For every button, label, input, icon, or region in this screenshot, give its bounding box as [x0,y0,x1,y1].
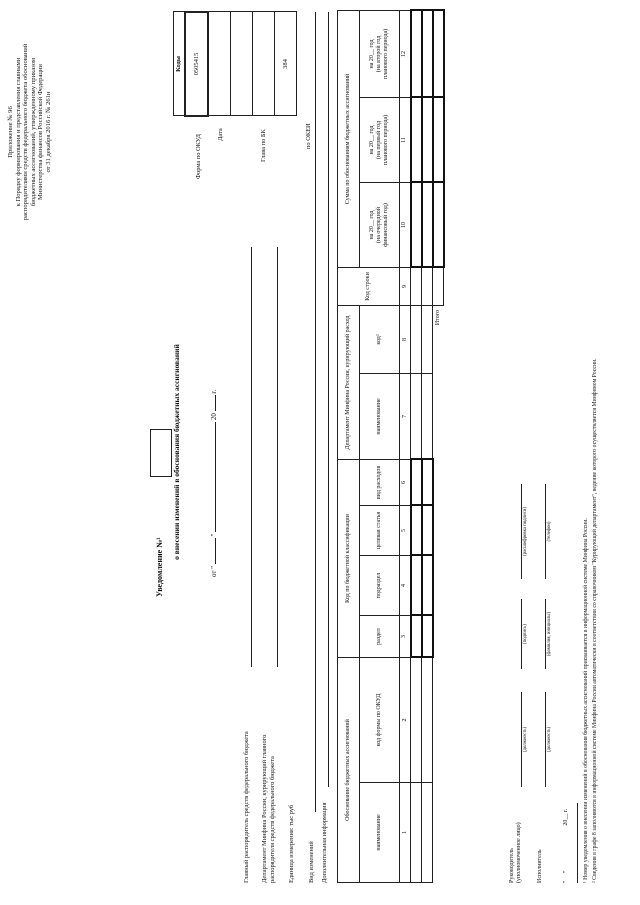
header-dept: Департамент Минфина России, курирующий расход [338,305,360,459]
appendix-block [7,7,52,257]
date-label: Дата [217,128,224,141]
change-type-label: Вид изменений [308,841,315,883]
col-number: 3 [400,616,411,658]
footnote-2: ² Сведения в графе 8 заполняются в информационной системе Минфина России автоматически в соответствии со справочником "Курирующий департамент", ведение которого осуществляется Минфином России. [592,358,598,883]
col-number: 6 [400,460,411,506]
table-cell[interactable] [422,506,433,556]
document-date-line [210,390,218,577]
table-cell[interactable] [411,460,422,506]
table-cell[interactable] [411,182,422,267]
total-label: Итого [435,309,442,326]
header-sums: Сумма по обоснованиям бюджетных ассигнований [338,10,360,267]
table-cell[interactable] [422,783,433,883]
col-number: 11 [400,97,411,182]
caption-position: (должность) [547,726,552,753]
appendix-line: бюджетных ассигнований, утвержденному приказом [29,57,37,207]
head-decoding-field[interactable] [521,484,522,579]
executor-label: Исполнитель [537,849,543,883]
date-g-label: г. [210,389,218,394]
col-number: 8 [400,305,411,373]
table-cell[interactable] [422,658,433,783]
table-cell[interactable] [422,305,433,373]
col-number: 5 [400,506,411,556]
caption-signature: (подпись) [523,624,528,644]
blank-code-cell[interactable] [253,12,275,116]
total-cell[interactable] [433,97,444,182]
table-cell[interactable] [411,10,422,97]
col-expense-type: вид расходов [360,460,400,506]
document-subtitle: о внесении изменений в обоснования бюджетных ассигнований [172,344,181,560]
notice-number-field[interactable] [150,429,172,477]
gr-label: Главный распорядитель средств федерального бюджета [243,731,250,883]
col-number: 2 [400,658,411,783]
table-cell[interactable] [411,374,422,460]
dept-field[interactable] [277,247,278,667]
exec-position-field[interactable] [545,692,546,787]
col-podrazdel: подраздел [360,556,400,616]
table-cell[interactable] [411,658,422,783]
okei-code-cell: 384 [275,12,297,116]
appendix-line: Министерства финансов Российской Федерации [37,64,45,200]
year-2-line: планового периода) [382,114,389,166]
head-position-field[interactable] [521,692,522,787]
col-year-2 [360,97,400,182]
table-cell[interactable] [411,616,422,658]
date-day-field[interactable] [215,538,216,564]
col-dept-name: наименование [360,374,400,460]
date-year-field[interactable] [215,395,216,411]
col-form-okud: код формы по ОКУД [360,658,400,783]
table-cell[interactable] [411,267,422,305]
table-cell[interactable] [411,506,422,556]
table-cell[interactable] [422,10,433,97]
col-dept-code: код² [360,305,400,373]
caption-decoding: (расшифровка подписи) [523,507,528,556]
col-number: 9 [400,267,411,305]
year-1-line: (на очередной [376,207,383,243]
footnote-divider [577,803,578,883]
date-quote: " [210,533,218,537]
col-number: 10 [400,182,411,267]
okei-label: по ОКЕИ [305,123,312,149]
header-line-code: Код строки [338,267,400,305]
form-sheet [5,7,635,897]
col-name: наименование [360,783,400,883]
col-razdel: раздел [360,616,400,658]
okud-code-cell: 0505415 [185,12,208,116]
total-cell[interactable] [433,182,444,267]
year-1-line: финансовый год) [382,203,389,247]
additional-info-field[interactable] [328,12,329,787]
table-cell[interactable] [422,374,433,460]
year-3-line: (на второй год [376,35,383,73]
total-cell[interactable] [433,10,444,97]
table-cell[interactable] [422,267,433,305]
gr-field[interactable] [251,247,252,667]
codes-header: Коды [174,12,186,116]
okud-label: Форма по ОКУД [195,134,202,179]
unit-label: Единица измерения: тыс руб [288,804,295,883]
codes-table [173,11,297,117]
head-signature-field[interactable] [521,599,522,669]
column-numbers-row [400,10,411,882]
caption-fio: (фамилия, инициалы) [547,611,552,657]
signature-date-line: " " 20__ г. [563,808,569,883]
date-year-label: 20 [210,413,218,421]
col-target-article: целевая статья [360,506,400,556]
appendix-line: от 31 декабря 2016 г. № 261н [44,91,52,173]
appendix-line: к Порядку формирования и представления главными [14,57,22,207]
table-cell[interactable] [411,305,422,373]
col-number: 7 [400,374,411,460]
dept-label-2: распорядителя средств федерального бюджета [269,756,276,883]
total-row [433,10,444,882]
table-row [411,10,422,882]
date-from-label: от " [210,565,218,577]
additional-info-label: Дополнительная информация [321,802,328,883]
appendix-line: Приложение № 96 [7,106,14,158]
year-2-line: (на первый год [376,120,383,159]
table-cell[interactable] [422,616,433,658]
header-kbk: Код по бюджетной классификации [338,460,360,658]
total-line-code[interactable] [433,267,444,305]
main-table [337,9,445,883]
footnote-1: ¹ Номер уведомления о внесении изменений в обоснования бюджетных ассигнований присваивается в информационной системе Минфина России. [583,518,589,883]
date-code-cell[interactable] [208,12,231,116]
appendix-line: распорядителями средств федерального бюджета обоснований [22,43,30,221]
table-cell[interactable] [411,556,422,616]
table-cell[interactable] [422,556,433,616]
bk-code-cell[interactable] [231,12,253,116]
col-number: 1 [400,783,411,883]
col-year-1 [360,182,400,267]
col-year-3 [360,10,400,97]
exec-phone-field[interactable] [545,484,546,579]
date-month-field[interactable] [215,422,216,532]
document-title: Уведомление №¹ [155,537,164,597]
change-type-field[interactable] [315,12,316,812]
caption-position: (должность) [523,726,528,753]
dept-label-1: Департамент Минфина России, курирующий главного [261,734,268,883]
col-number: 12 [400,10,411,97]
header-obas: Обоснование бюджетных ассигнований [338,658,360,883]
table-row [422,10,433,882]
year-1-line: на 20__ год [369,210,376,240]
table-cell[interactable] [411,97,422,182]
table-cell[interactable] [422,182,433,267]
head-label: Руководитель [509,848,515,883]
table-cell[interactable] [411,783,422,883]
year-2-line: на 20__ год [369,125,376,155]
exec-fio-field[interactable] [545,599,546,669]
year-3-line: планового периода) [382,28,389,80]
col-number: 4 [400,556,411,616]
bk-label: Глава по БК [260,129,267,162]
table-cell[interactable] [422,460,433,506]
table-cell[interactable] [422,97,433,182]
caption-phone: (телефон) [547,521,552,542]
head-label-2: (уполномоченное лицо) [516,822,522,883]
year-3-line: на 20__ год [369,39,376,69]
